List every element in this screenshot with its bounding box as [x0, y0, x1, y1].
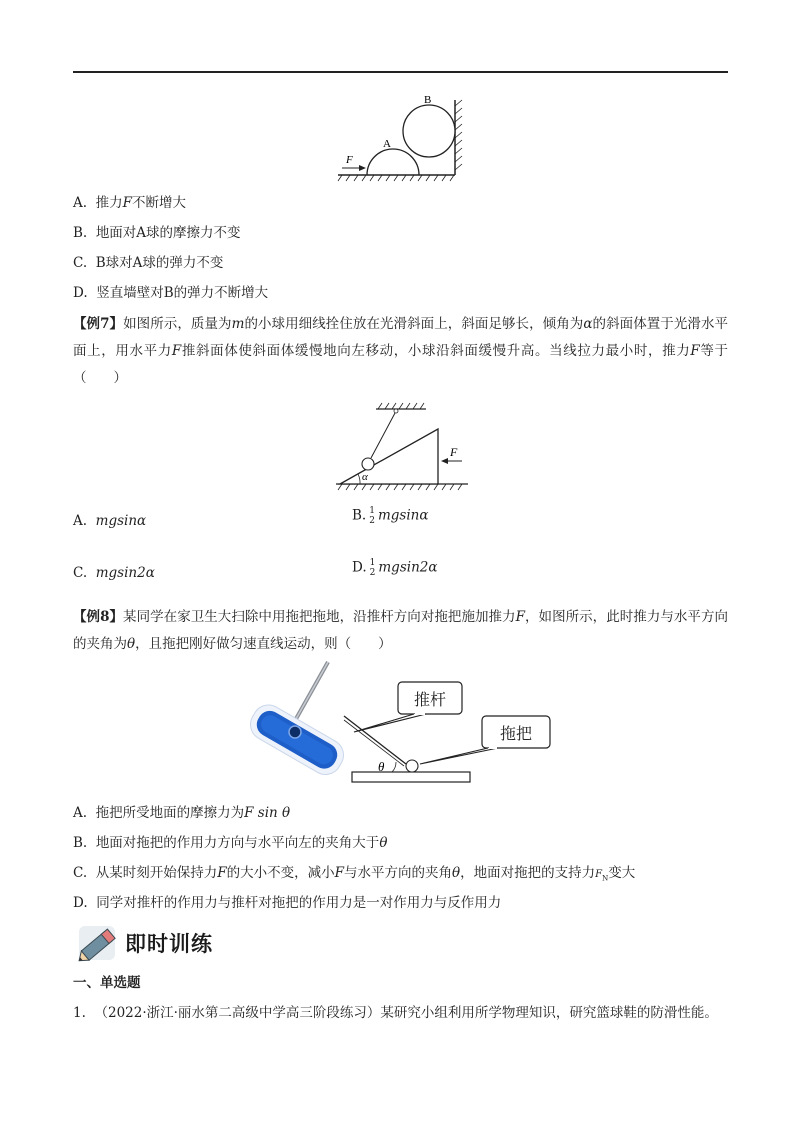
banner-title: 即时训练 — [125, 932, 213, 956]
ex7-option-d: D. 1 2 mgsin2α — [352, 558, 438, 578]
label-a: A — [383, 138, 391, 150]
ex8-option-b: B. 地面对拖把的作用力方向与水平向左的夹角大于θ — [73, 835, 388, 851]
section-banner — [73, 920, 253, 966]
ex7-option-c: C. mgsin2α — [73, 565, 155, 581]
q6-option-a: A. 推力F不断增大 — [73, 195, 187, 211]
ex8-option-a: A. 拖把所受地面的摩擦力为F sin θ — [73, 805, 291, 821]
label-alpha: α — [362, 471, 368, 483]
ex8-option-c: C. 从某时刻开始保持力F的大小不变，减小F与水平方向的夹角θ，地面对拖把的支持力$F_N$变大 — [73, 865, 636, 883]
two-balls-diagram — [336, 92, 464, 184]
top-rule — [73, 71, 728, 73]
pencil-icon — [73, 920, 125, 966]
incline-ball-diagram — [334, 401, 470, 493]
example-7-stem: 【例7】如图所示，质量为m的小球用细线拴住放在光滑斜面上，斜面足够长，倾角为α的斜面体置于光滑水平面上，用水平力F推斜面体使斜面体缓慢地向左移动，小球沿斜面缓慢升高。当线拉力最小时，推力F等于（ ） — [73, 316, 729, 386]
fraction-half: 1 2 — [369, 558, 376, 578]
ex8-option-d: D. 同学对推杆的作用力与推杆对拖把的作用力是一对作用力与反作用力 — [73, 895, 502, 911]
fraction-half: 1 2 — [369, 506, 375, 526]
label-b: B — [424, 94, 432, 106]
mop-photo — [250, 660, 350, 790]
label-f: F — [450, 445, 458, 459]
example-8-stem: 【例8】某同学在家卫生大扫除中用拖把拖地，沿推杆方向对拖把施加推力F，如图所示，此时推力与水平方向的夹角为θ，且拖把刚好做匀速直线运动，则（ ） — [73, 609, 729, 652]
callout-push-rod: 推杆 — [413, 690, 446, 709]
q6-option-b: B. 地面对A球的摩擦力不变 — [73, 225, 241, 241]
label-theta: θ — [378, 759, 385, 774]
ex7-option-b: B. 1 2 mgsinα — [352, 506, 429, 526]
section-heading: 一、单选题 — [73, 975, 141, 991]
ex7-option-a: A. mgsinα — [73, 513, 147, 529]
question-1: 1. （2022·浙江·丽水第二高级中学高三阶段练习）某研究小组利用所学物理知识，研究篮球鞋的防滑性能。 — [73, 1005, 718, 1021]
label-f: F — [346, 154, 353, 166]
callout-mop: 拖把 — [499, 724, 532, 743]
q6-option-d: D. 竖直墙壁对B的弹力不断增大 — [73, 285, 269, 301]
q6-option-c: C. B球对A球的弹力不变 — [73, 255, 224, 271]
